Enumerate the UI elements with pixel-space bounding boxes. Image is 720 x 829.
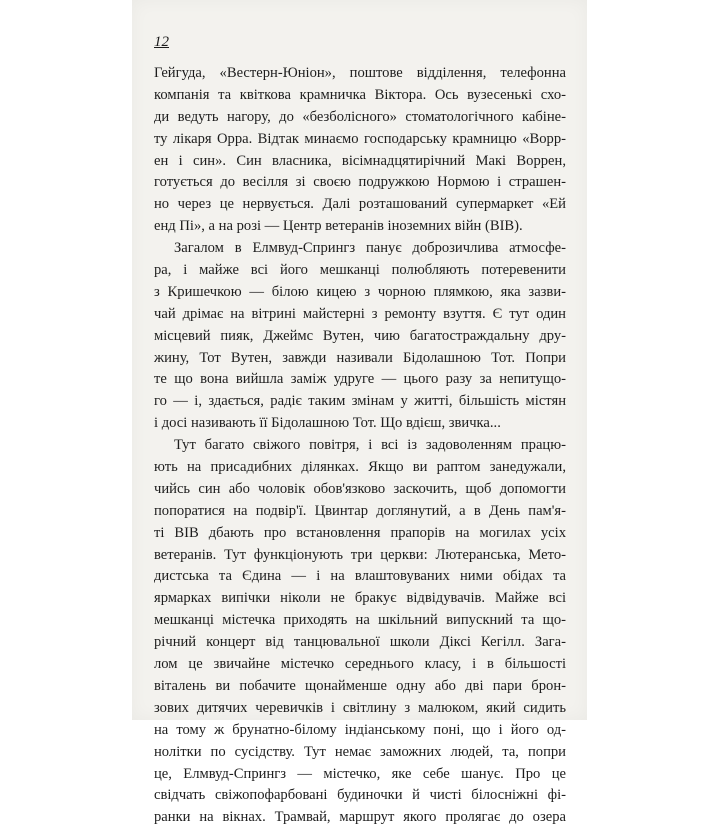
book-page [132,0,587,826]
page-text [154,63,566,829]
text-line: го — і, здається, радіє таким змінам у житті, більшість містян [154,393,566,410]
paragraph-first-line: Тут багато свіжого повітря, і всі із задоволенням працю- [174,437,566,454]
text-line: нолітки по сусідству. Тут немає заможних людей, та, попри [154,743,566,760]
text-line: ен і син». Син власника, вісімнадцятирічний Макі Воррен, [154,152,566,169]
text-line: ветеранів. Тут функціонують три церкви: Лютеранська, Мето- [154,546,566,563]
text-line: мешканці містечка приходять на шкільний випускний та що- [154,612,566,629]
text-line: річний концерт від танцювальної школи Діксі Кегілл. Зага- [154,634,566,651]
page-number: 12 [154,34,169,50]
text-line: ті ВІВ дбають про встановлення прапорів на могилах усіх [154,524,566,541]
text-line: но через це нервується. Далі розташований супермаркет «Ей [154,196,566,213]
text-line: попоратися на подвір'ї. Цвинтар доглянутий, а в День пам'я- [154,502,566,519]
text-line: з Кришечкою — білою кицею з чорною плямкою, яка зазви- [154,283,566,300]
text-line: готується до весілля зі своєю подружкою Нормою і страшен- [154,174,566,191]
text-line: ранки на вікнах. Трамвай, маршрут якого пролягає до озера [154,809,566,826]
text-line: свідчать свіжопофарбовані будиночки й чисті білосніжні фі- [154,787,566,804]
text-line: те що вона вийшла заміж удруге — цього разу за непитущо- [154,371,566,388]
text-line: ра, і майже всі його мешканці полюбляють потеревенити [154,262,566,279]
text-line: це, Елмвуд-Спрингз — містечко, яке себе шанує. Про це [154,765,566,782]
text-line: ди ведуть нагору, до «безболісного» стоматологічного кабіне- [154,108,566,125]
text-line: ту лікаря Орра. Відтак минаємо господарську крамницю «Ворр- [154,130,566,147]
text-line: Гейгуда, «Вестерн-Юніон», поштове відділення, телефонна [154,65,566,81]
text-line: ярмарках випічки ніколи не бракує відвідувачів. Майже всі [154,590,566,607]
paragraph-first-line: Загалом в Елмвуд-Спрингз панує доброзичлива атмосфе- [174,240,566,257]
text-line: ють на присадибних ділянках. Якщо ви раптом занедужали, [154,459,566,476]
text-line: зових дитячих черевичків і світлину з малюком, який сидить [154,699,566,716]
text-line: місцевий пияк, Джеймс Вутен, чию багатостраждальну дру- [154,327,566,344]
text-line: жину, Тот Вутен, завжди називали Бідолашною Тот. Попри [154,349,566,366]
text-line: на тому ж брунатно-білому індіанському поні, що і його од- [154,721,566,738]
text-line: чийсь син або чоловік обов'язково заскочить, щоб допомогти [154,480,566,497]
text-line: чай дрімає на вітрині майстерні з ремонту взуття. Є тут один [154,305,566,322]
text-line: компанія та квіткова крамничка Віктора. Ось вузесенькі схо- [154,86,566,103]
text-line: енд Пі», а на розі — Центр ветеранів іноземних війн (ВІВ). [154,218,523,235]
text-line: лом це звичайне містечко середнього класу, і в більшості [154,656,566,673]
text-line: і досі називають її Бідолашною Тот. Що вдієш, звичка... [154,415,501,432]
text-line: віталень ви побачите щонайменше одну або дві пари брон- [154,677,566,694]
text-line: дистська та Єдина — і на влаштовуваних ними обідах та [154,568,566,585]
